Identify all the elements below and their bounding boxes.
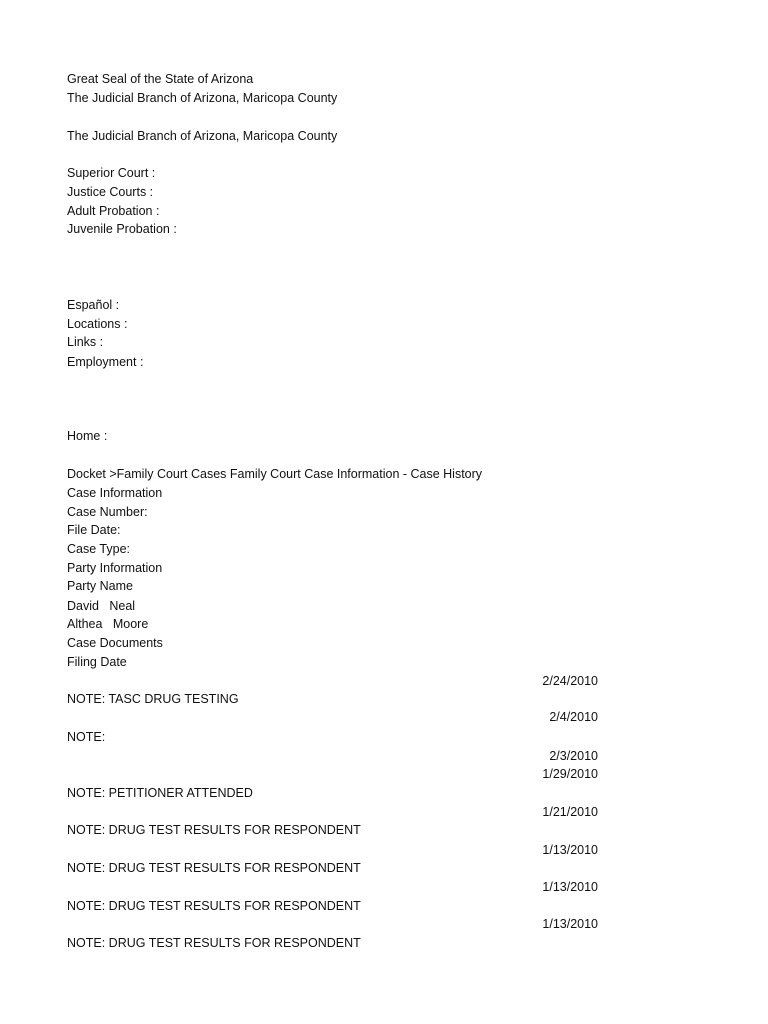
filing-date: 2/24/2010 <box>542 674 598 688</box>
link-justice-courts[interactable]: Justice Courts : <box>67 185 154 199</box>
filing-note: NOTE: DRUG TEST RESULTS FOR RESPONDENT <box>67 936 361 950</box>
branch-title-repeat[interactable]: The Judicial Branch of Arizona, Maricopa County <box>67 129 338 143</box>
link-juvenile-probation[interactable]: Juvenile Probation : <box>67 222 177 236</box>
link-links[interactable]: Links : <box>67 335 104 349</box>
filing-date: 1/13/2010 <box>542 843 598 857</box>
link-locations[interactable]: Locations : <box>67 317 128 331</box>
link-adult-probation[interactable]: Adult Probation : <box>67 204 160 218</box>
filing-note: NOTE: DRUG TEST RESULTS FOR RESPONDENT <box>67 861 361 875</box>
filing-date: 2/3/2010 <box>549 749 598 763</box>
file-date-label: File Date: <box>67 523 121 537</box>
case-info-heading: Case Information <box>67 486 163 500</box>
filing-note: NOTE: DRUG TEST RESULTS FOR RESPONDENT <box>67 823 361 837</box>
filing-date-label: Filing Date <box>67 655 127 669</box>
filing-date: 1/13/2010 <box>542 917 598 931</box>
seal-caption: Great Seal of the State of Arizona <box>67 72 254 86</box>
link-espanol[interactable]: Español : <box>67 298 120 312</box>
filing-note: NOTE: TASC DRUG TESTING <box>67 692 239 706</box>
filing-note: NOTE: <box>67 730 106 744</box>
link-home[interactable]: Home : <box>67 429 108 443</box>
party-name-label: Party Name <box>67 579 133 593</box>
filing-date: 1/29/2010 <box>542 767 598 781</box>
filing-note: NOTE: PETITIONER ATTENDED <box>67 786 253 800</box>
filing-date: 1/13/2010 <box>542 880 598 894</box>
case-documents-heading: Case Documents <box>67 636 163 650</box>
case-type-label: Case Type: <box>67 542 131 556</box>
party-name: David Neal <box>67 599 136 613</box>
link-superior-court[interactable]: Superior Court : <box>67 166 156 180</box>
filing-date: 2/4/2010 <box>549 710 598 724</box>
link-employment[interactable]: Employment : <box>67 355 144 369</box>
breadcrumb: Docket >Family Court Cases Family Court Case Information - Case History <box>67 467 483 481</box>
party-info-heading: Party Information <box>67 561 163 575</box>
case-number-label: Case Number: <box>67 505 148 519</box>
filing-note: NOTE: DRUG TEST RESULTS FOR RESPONDENT <box>67 899 361 913</box>
branch-title[interactable]: The Judicial Branch of Arizona, Maricopa County <box>67 91 338 105</box>
party-name: Althea Moore <box>67 617 149 631</box>
filing-date: 1/21/2010 <box>542 805 598 819</box>
